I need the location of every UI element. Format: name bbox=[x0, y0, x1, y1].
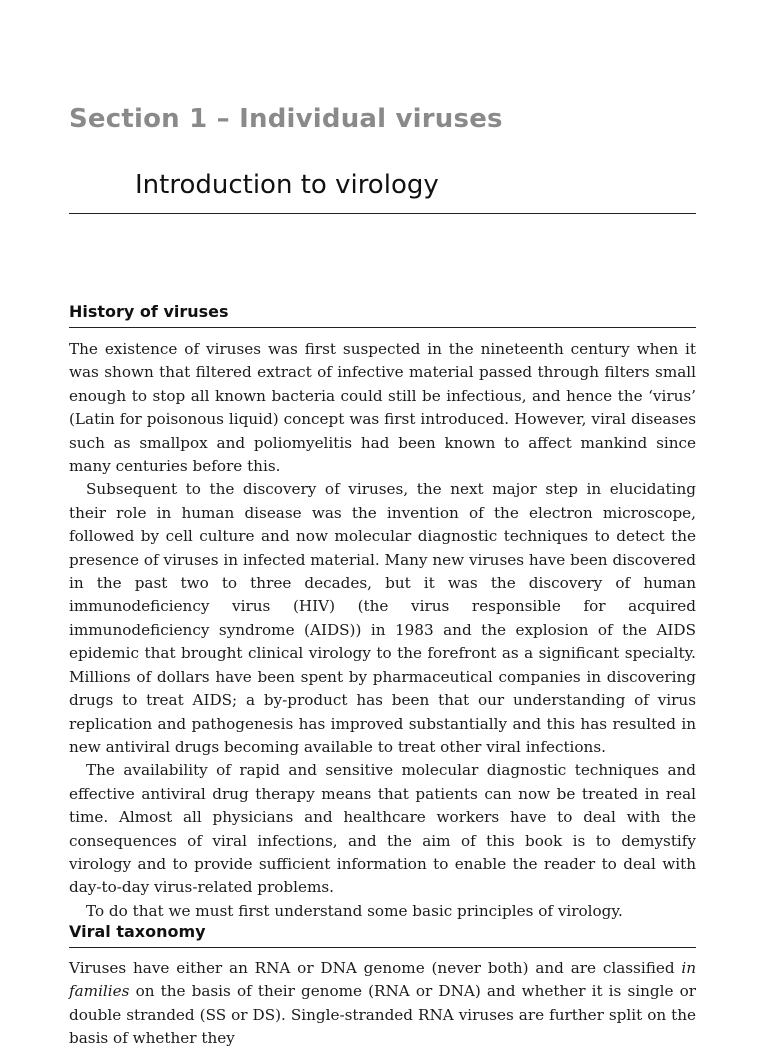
chapter-title: Introduction to virology bbox=[135, 170, 439, 200]
history-paragraph-3: The availability of rapid and sensitive molecular diagnostic techniques and effective antiviral drug therapy means that patients can now be treated in real time. Almost all physicians and healthcare workers have to deal with the consequences of viral infections, and the aim of this book is to demystify virology and to provide sufficient information to enable the reader to deal with day-to-day virus-related problems. bbox=[69, 761, 696, 897]
heading-viral-taxonomy: Viral taxonomy bbox=[69, 923, 696, 948]
history-paragraph-4: To do that we must first understand some basic principles of virology. bbox=[86, 901, 623, 920]
taxonomy-text-start: Viruses have either an RNA or DNA genome (never both) and are classified bbox=[69, 959, 682, 977]
taxonomy-emphasis: in families bbox=[69, 959, 696, 1001]
taxonomy-paragraph-1 bbox=[69, 957, 696, 1051]
heading-history-of-viruses: History of viruses bbox=[69, 303, 696, 328]
history-section-body bbox=[69, 338, 696, 923]
taxonomy-section-body bbox=[69, 957, 696, 1051]
chapter-title-divider bbox=[69, 213, 696, 214]
taxonomy-text-end: on the basis of their genome (RNA or DNA) and whether it is single or double stranded (SS or DS). Single-stranded RNA viruses are further split on the basis of whether they bbox=[69, 982, 696, 1048]
section-title: Section 1 – Individual viruses bbox=[69, 104, 503, 134]
history-paragraph-1: The existence of viruses was first suspected in the nineteenth century when it was shown that filtered extract of infective material passed through filters small enough to stop all known bacteria could still be infectious, and hence the ‘virus’ (Latin for poisonous liquid) concept was first introduced. However, viral diseases such as smallpox and poliomyelitis had been known to affect mankind since many centuries before this. bbox=[69, 340, 696, 476]
history-paragraph-2: Subsequent to the discovery of viruses, the next major step in elucidating their role in human disease was the invention of the electron microscope, followed by cell culture and now molecular diagnostic techniques to detect the presence of viruses in infected material. Many new viruses have been discovered in the past two to three decades, but it was the discovery of human immunodeficiency virus (HIV) (the virus responsible for acquired immunodeficiency syndrome (AIDS)) in 1983 and the explosion of the AIDS epidemic that brought clinical virology to the forefront as a significant specialty. Millions of dollars have been spent by pharmaceutical companies in discovering drugs to treat AIDS; a by-product has been that our understanding of virus replication and pathogenesis has improved substantially and this has resulted in new antiviral drugs becoming available to treat other viral infections. bbox=[69, 480, 696, 756]
